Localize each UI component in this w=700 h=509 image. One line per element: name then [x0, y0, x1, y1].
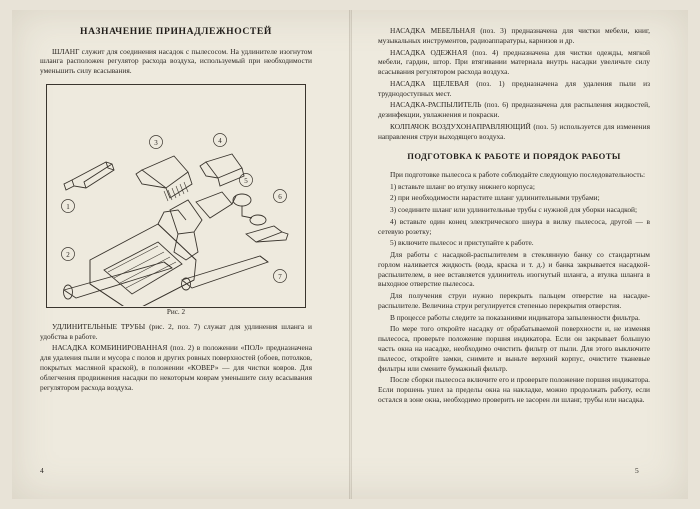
right-page-column [378, 26, 650, 407]
callout-1: 1 [66, 202, 70, 211]
paragraph-extension-tubes: УДЛИНИТЕЛЬНЫЕ ТРУБЫ (рис. 2, поз. 7) служат для удлинения шланга и удобства в работе. [40, 321, 312, 341]
paragraph-crevice-nozzle: НАСАДКА ЩЕЛЕВАЯ (поз. 1) предназначена для удаления пыли из труднодоступных мест. [378, 78, 650, 98]
callout-2: 2 [66, 250, 70, 259]
callout-6: 6 [278, 192, 282, 201]
step-5: 5) включите пылесос и приступайте к работе. [390, 238, 534, 248]
callout-3: 3 [154, 138, 158, 147]
paragraph-jet-control: Для получения струи нужно перекрыть пальцем отверстие на насадке-распылителе. Величина струи регулируется степенью перекрытия отверстия. [378, 291, 650, 310]
paragraph-clothes-nozzle: НАСАДКА ОДЕЖНАЯ (поз. 4) предназначена для чистки одежды, мягкой мебели, гардин, штор. При втягивании материала внутрь насадки увеличьте силу всасывания регулятором расхода воздуха. [378, 47, 650, 77]
paragraph-hose: ШЛАНГ служит для соединения насадок с пылесосом. На удлинителе изогнутом шланга расположен регулятор расхода воздуха, используемый при необходимости уменьшить силу всасывания. [40, 46, 312, 76]
step-4: 4) вставьте один конец электрического шнура в вилку пылесоса, другой — в сетевую розетку; [378, 216, 650, 236]
paragraph-filter-cleaning: По мере того откройте насадку от обрабатываемой поверхности и, не изменяя пылесоса, проверьте положение поршня индикатора. Если он закрывает большую часть окна на насадке, необходимо очистить фильтр от пыли. Для этого выключите пылесос, откройте замки, снимите и выньте верхний корпус, очистите тканевые фильтры или смените бумажный фильтр. [378, 324, 650, 373]
step-2: 2) при необходимости нарастите шланг удлинительными трубами; [390, 193, 600, 203]
figure-caption: Рис. 2 [166, 307, 186, 316]
book-gutter [349, 10, 352, 499]
vacuum-accessories-illustration [46, 84, 304, 306]
paragraph-sprayer-usage: Для работы с насадкой-распылителем в стеклянную банку со стандартным горлом наливается жидкость (вода, краска и т. д.) и банка закрывается насадкой-распылителем, в нее вставляется удлинитель изогнутый шланга, а втулка шланга в выходное отверстие пылесоса. [378, 250, 650, 289]
paragraph-combined-nozzle: НАСАДКА КОМБИНИРОВАННАЯ (поз. 2) в положении «ПОЛ» предназначена для удаления пыли и мусора с полов и других ровных поверхностей (обоев, потолков, покрытых масляной краской), в положении «КОВЕР» — для чистки ковров. Для облегчения продвижения насадки по некоторым коврам уменьшите силу всасывания регулятором расхода воздуха. [40, 343, 312, 392]
preparation-steps [378, 170, 650, 405]
callout-7: 7 [278, 272, 282, 281]
page-title: НАЗНАЧЕНИЕ ПРИНАДЛЕЖНОСТЕЙ [80, 26, 272, 37]
step-3: 3) соедините шланг или удлинительные трубы с нужной для уборки насадкой; [390, 205, 638, 215]
preparation-intro: При подготовке пылесоса к работе соблюдайте следующую последовательность: [390, 169, 646, 179]
paragraph-furniture-nozzle: НАСАДКА МЕБЕЛЬНАЯ (поз. 3) предназначена для чистки мебели, книг, музыкальных инструментов, радиоаппаратуры, карнизов и др. [378, 26, 650, 45]
callout-5: 5 [244, 176, 248, 185]
page-number-right: 5 [635, 466, 639, 475]
step-1: 1) вставьте шланг во втулку нижнего корпуса; [390, 181, 535, 191]
paragraph-after-assembly: После сборки пылесоса включите его и проверьте положение поршня индикатора. Если поршень ушел за пределы окна на накладке, можно продолжать работу, если остался в зоне окна, необходимо проверить не засорен ли шланг, трубы или насадка. [378, 375, 650, 404]
paragraph-sprayer-nozzle: НАСАДКА-РАСПЫЛИТЕЛЬ (поз. 6) предназначена для распыления жидкостей, дезинфекции, увлажнения и покраски. [378, 100, 650, 120]
paragraph-filter-indicator: В процессе работы следите за показаниями индикатора запыленности фильтра. [390, 312, 640, 322]
figure-2 [40, 82, 312, 320]
section-title-preparation: ПОДГОТОВКА К РАБОТЕ И ПОРЯДОК РАБОТЫ [407, 151, 621, 162]
left-page-column [40, 26, 312, 394]
page-number-left: 4 [40, 466, 44, 475]
callout-4: 4 [218, 136, 222, 145]
paragraph-air-cap: КОЛПАЧОК ВОЗДУХОНАПРАВЛЯЮЩИЙ (поз. 5) используется для изменения направления струи выходящего воздуха. [378, 121, 650, 141]
